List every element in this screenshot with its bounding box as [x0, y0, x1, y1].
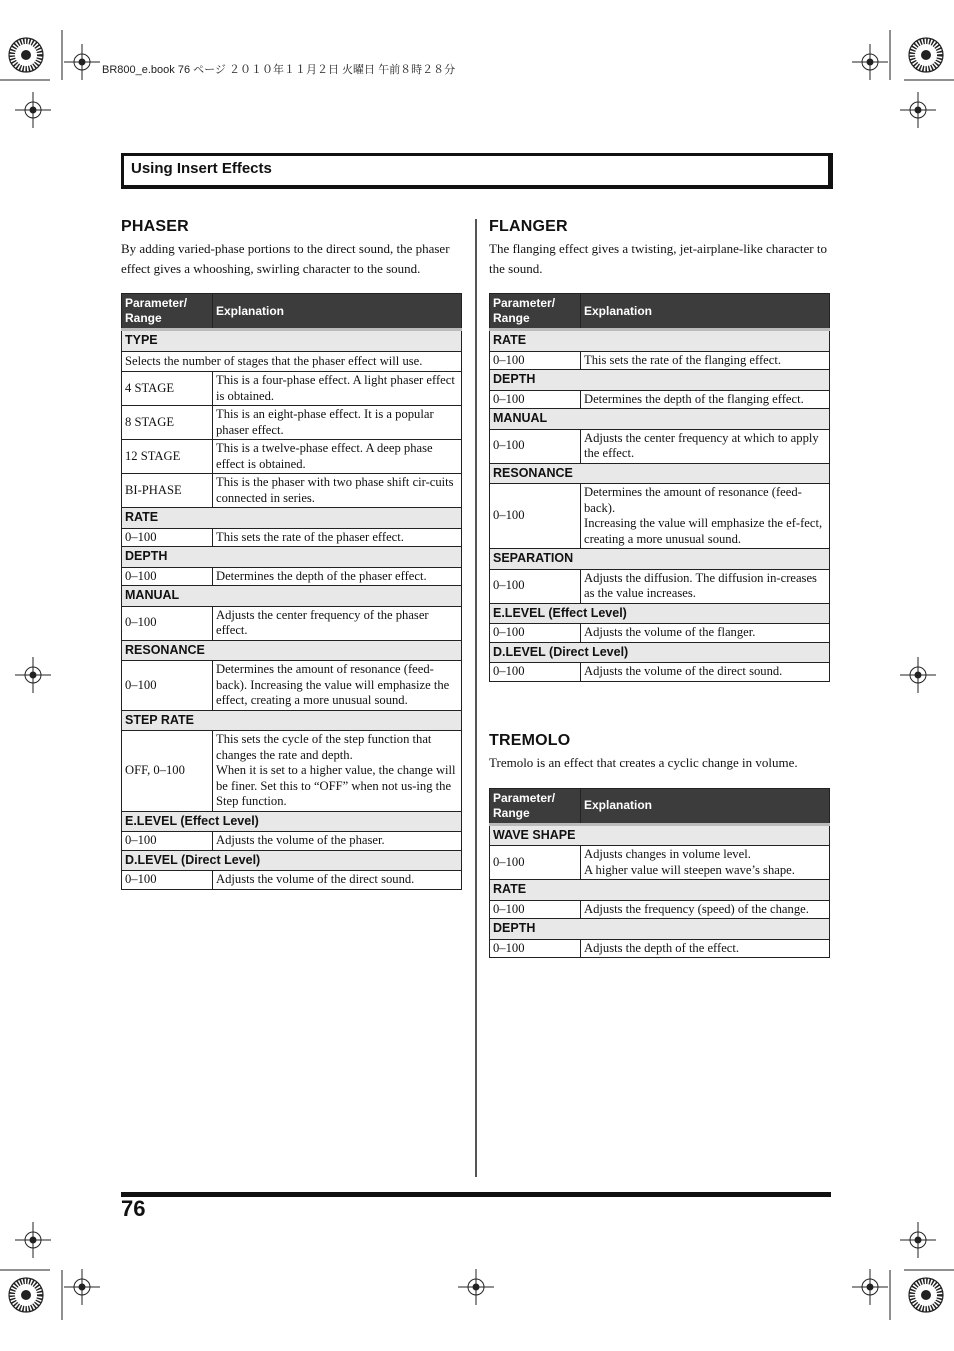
- table-row: [122, 606, 462, 640]
- parameter-name: D.LEVEL (Direct Level): [490, 642, 830, 663]
- parameter-group-row: [122, 508, 462, 529]
- parameter-name: STEP RATE: [122, 710, 462, 731]
- table-row: [122, 372, 462, 406]
- parameter-note-row: [122, 351, 462, 372]
- explanation-cell: Adjusts the diffusion. The diffusion in-creases as the value increases.: [581, 569, 830, 603]
- parameter-group-row: [122, 640, 462, 661]
- range-cell: 0–100: [490, 846, 581, 880]
- range-cell: 4 STAGE: [122, 372, 213, 406]
- explanation-cell: Determines the depth of the flanging effect.: [581, 390, 830, 409]
- phaser-section: [121, 217, 463, 890]
- table-row: [490, 484, 830, 549]
- table-row: [490, 390, 830, 409]
- table-row: [490, 624, 830, 643]
- phaser-table: [121, 293, 462, 890]
- page-number: 76: [121, 1196, 146, 1221]
- tremolo-intro: Tremolo is an effect that creates a cyclic change in volume.: [489, 755, 798, 770]
- table-row: [122, 567, 462, 586]
- tremolo-title: TREMOLO: [489, 732, 571, 749]
- section-header-title: Using Insert Effects: [131, 160, 272, 177]
- parameter-name: MANUAL: [490, 409, 830, 430]
- table-row: [122, 528, 462, 547]
- parameter-name: TYPE: [122, 330, 462, 352]
- parameter-name: WAVE SHAPE: [490, 824, 830, 846]
- flanger-section: [489, 217, 831, 682]
- table-row: [490, 569, 830, 603]
- parameter-note: Selects the number of stages that the phaser effect will use.: [122, 351, 462, 372]
- explanation-cell: Determines the amount of resonance (feed-back). Increasing the value will emphasize the ef-fect, creating a more unusual sound.: [581, 484, 830, 549]
- tremolo-table: [489, 788, 830, 959]
- explanation-cell: This is the phaser with two phase shift cir-cuits connected in series.: [213, 474, 462, 508]
- parameter-name: MANUAL: [122, 586, 462, 607]
- phaser-title: PHASER: [121, 218, 189, 235]
- explanation-cell: This sets the cycle of the step function that changes the rate and depth. When it is set to a higher value, the change will be finer. Set this to “OFF” when not us-ing the Step function.: [213, 731, 462, 812]
- explanation-cell: Adjusts the volume of the phaser.: [213, 832, 462, 851]
- table-row: [490, 846, 830, 880]
- table-row: [122, 731, 462, 812]
- table-row: [490, 939, 830, 958]
- parameter-group-row: [490, 549, 830, 570]
- parameter-group-row: [122, 850, 462, 871]
- parameter-group-row: [490, 370, 830, 391]
- table-header-row: [490, 788, 830, 824]
- explanation-cell: Adjusts changes in volume level. A higher value will steepen wave’s shape.: [581, 846, 830, 880]
- flanger-table: [489, 293, 830, 682]
- parameter-group-row: [490, 409, 830, 430]
- parameter-group-row: [490, 824, 830, 846]
- table-row: [490, 900, 830, 919]
- column-divider: [475, 219, 477, 1177]
- parameter-name: RATE: [490, 880, 830, 901]
- range-cell: 0–100: [490, 624, 581, 643]
- header-parameter-range: Parameter/ Range: [490, 294, 581, 330]
- tremolo-section: [489, 731, 831, 958]
- explanation-cell: This is a four-phase effect. A light phaser effect is obtained.: [213, 372, 462, 406]
- parameter-name: E.LEVEL (Effect Level): [490, 603, 830, 624]
- parameter-name: RESONANCE: [490, 463, 830, 484]
- table-row: [122, 474, 462, 508]
- range-cell: 0–100: [122, 871, 213, 890]
- range-cell: 0–100: [122, 832, 213, 851]
- explanation-cell: Adjusts the volume of the direct sound.: [213, 871, 462, 890]
- table-row: [490, 351, 830, 370]
- parameter-name: RESONANCE: [122, 640, 462, 661]
- parameter-name: D.LEVEL (Direct Level): [122, 850, 462, 871]
- parameter-name: RATE: [122, 508, 462, 529]
- parameter-name: SEPARATION: [490, 549, 830, 570]
- range-cell: 0–100: [490, 390, 581, 409]
- phaser-intro: By adding varied-phase portions to the direct sound, the phaser effect gives a whooshing, swirling character to the sound.: [121, 241, 450, 276]
- parameter-group-row: [490, 330, 830, 352]
- parameter-name: E.LEVEL (Effect Level): [122, 811, 462, 832]
- explanation-cell: This sets the rate of the phaser effect.: [213, 528, 462, 547]
- table-header-row: [490, 294, 830, 330]
- range-cell: 8 STAGE: [122, 406, 213, 440]
- range-cell: BI-PHASE: [122, 474, 213, 508]
- parameter-group-row: [490, 463, 830, 484]
- parameter-group-row: [122, 547, 462, 568]
- explanation-cell: This is an eight-phase effect. It is a popular phaser effect.: [213, 406, 462, 440]
- section-header: [121, 153, 833, 189]
- parameter-group-row: [490, 642, 830, 663]
- header-parameter-range: Parameter/ Range: [490, 788, 581, 824]
- parameter-name: DEPTH: [122, 547, 462, 568]
- range-cell: 0–100: [490, 569, 581, 603]
- table-row: [122, 832, 462, 851]
- header-explanation: Explanation: [581, 788, 830, 824]
- flanger-intro: The flanging effect gives a twisting, jet-airplane-like character to the sound.: [489, 241, 827, 276]
- explanation-cell: Adjusts the center frequency of the phaser effect.: [213, 606, 462, 640]
- footer-rule: [121, 1192, 831, 1197]
- range-cell: 12 STAGE: [122, 440, 213, 474]
- table-header-row: [122, 294, 462, 330]
- parameter-group-row: [122, 710, 462, 731]
- explanation-cell: This is a twelve-phase effect. A deep phase effect is obtained.: [213, 440, 462, 474]
- range-cell: 0–100: [490, 351, 581, 370]
- explanation-cell: Adjusts the volume of the direct sound.: [581, 663, 830, 682]
- parameter-group-row: [122, 586, 462, 607]
- range-cell: 0–100: [122, 528, 213, 547]
- table-row: [122, 871, 462, 890]
- parameter-group-row: [122, 330, 462, 352]
- parameter-group-row: [490, 919, 830, 940]
- range-cell: 0–100: [122, 567, 213, 586]
- flanger-title: FLANGER: [489, 218, 568, 235]
- explanation-cell: Adjusts the center frequency at which to apply the effect.: [581, 429, 830, 463]
- range-cell: 0–100: [490, 939, 581, 958]
- explanation-cell: This sets the rate of the flanging effect.: [581, 351, 830, 370]
- explanation-cell: Adjusts the volume of the flanger.: [581, 624, 830, 643]
- explanation-cell: Adjusts the frequency (speed) of the change.: [581, 900, 830, 919]
- parameter-name: DEPTH: [490, 370, 830, 391]
- header-explanation: Explanation: [213, 294, 462, 330]
- table-row: [122, 406, 462, 440]
- table-row: [490, 429, 830, 463]
- parameter-name: RATE: [490, 330, 830, 352]
- explanation-cell: Determines the amount of resonance (feed-back). Increasing the value will emphasize the effect, creating a more unusual sound.: [213, 661, 462, 711]
- range-cell: 0–100: [122, 606, 213, 640]
- parameter-group-row: [490, 603, 830, 624]
- explanation-cell: Determines the depth of the phaser effect.: [213, 567, 462, 586]
- header-explanation: Explanation: [581, 294, 830, 330]
- range-cell: 0–100: [490, 900, 581, 919]
- print-info-line: BR800_e.book 76 ページ ２０１０年１１月２日 火曜日 午前８時２８分: [102, 64, 456, 76]
- table-row: [122, 440, 462, 474]
- range-cell: 0–100: [490, 663, 581, 682]
- explanation-cell: Adjusts the depth of the effect.: [581, 939, 830, 958]
- range-cell: OFF, 0–100: [122, 731, 213, 812]
- table-row: [490, 663, 830, 682]
- range-cell: 0–100: [122, 661, 213, 711]
- header-parameter-range: Parameter/ Range: [122, 294, 213, 330]
- range-cell: 0–100: [490, 429, 581, 463]
- parameter-name: DEPTH: [490, 919, 830, 940]
- parameter-group-row: [122, 811, 462, 832]
- table-row: [122, 661, 462, 711]
- parameter-group-row: [490, 880, 830, 901]
- range-cell: 0–100: [490, 484, 581, 549]
